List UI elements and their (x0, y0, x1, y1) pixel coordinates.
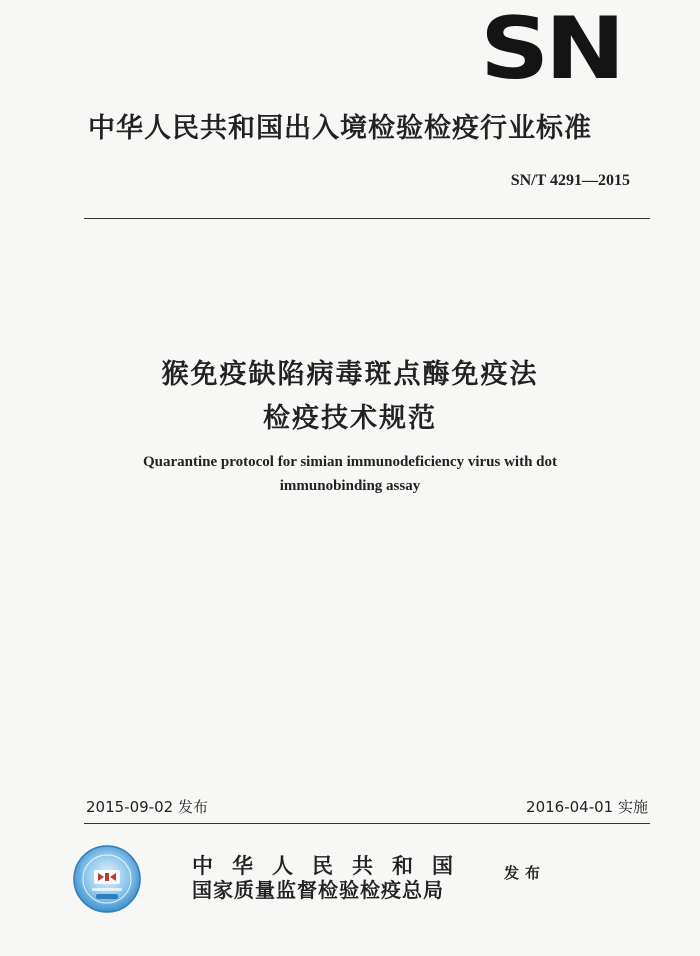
chinese-title-line2: 检疫技术规范 (263, 403, 437, 434)
anti-counterfeit-seal-icon (72, 844, 142, 914)
implementation-date: 2016-04-01 实施 (526, 798, 648, 816)
publish-label: 发布 (504, 864, 547, 882)
english-title-line1: Quarantine protocol for simian immunodeficiency virus with dot (142, 454, 558, 470)
sn-logo: SN (480, 0, 622, 99)
english-title-line2: immunobinding assay (279, 478, 421, 494)
chinese-title-line1: 猴免疫缺陷病毒斑点酶免疫法 (161, 359, 539, 390)
bottom-divider (84, 823, 650, 824)
standard-number: SN/T 4291—2015 (510, 172, 630, 189)
top-divider (84, 218, 650, 219)
industry-standard-title: 中华人民共和国出入境检验检疫行业标准 (88, 113, 592, 144)
issue-date: 2015-09-02 发布 (86, 798, 208, 816)
issuer-country: 中华人民共和国 (192, 854, 472, 878)
issuer-agency: 国家质量监督检验检疫总局 (192, 878, 444, 902)
